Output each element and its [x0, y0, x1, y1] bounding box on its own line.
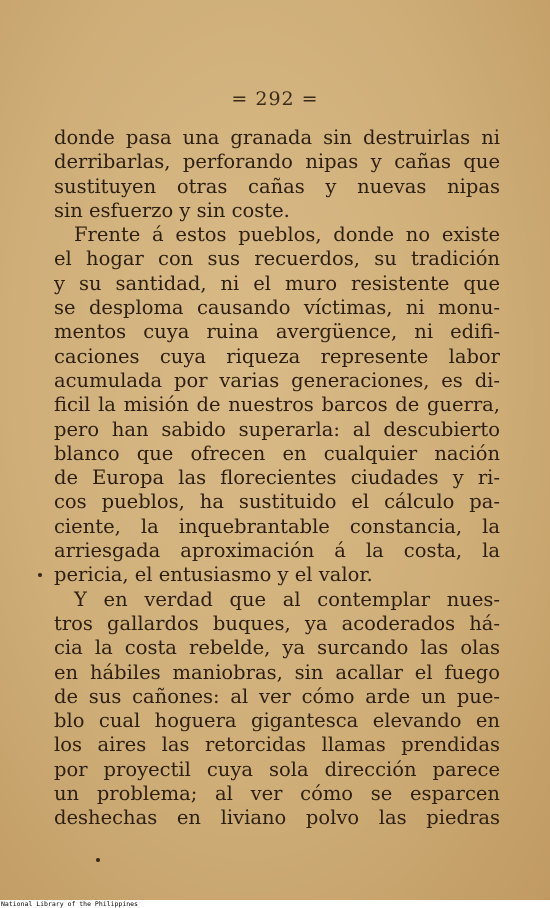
- text-line: arriesgada aproximación á la costa, la: [54, 539, 500, 563]
- text-line: sustituyen otras cañas y nuevas nipas: [54, 174, 500, 198]
- page-number: = 292 =: [231, 88, 319, 110]
- text-line: caciones cuya riqueza represente labor: [54, 344, 500, 368]
- library-credit: National Library of the Philippines: [1, 900, 138, 908]
- text-line: pero han sabido superarla: al descubierto: [54, 417, 500, 441]
- text-line: de Europa las florecientes ciudades y ri-: [54, 466, 500, 490]
- text-line: los aires las retorcidas llamas prendidas: [54, 733, 500, 757]
- text-line: se desploma causando víctimas, ni monu-: [54, 296, 500, 320]
- text-line: cos pueblos, ha sustituido el cálculo pa-: [54, 490, 500, 514]
- text-line: de sus cañones: al ver cómo arde un pue-: [54, 684, 500, 708]
- text-line: derribarlas, perforando nipas y cañas que: [54, 150, 500, 174]
- text-line: por proyectil cuya sola dirección parece: [54, 757, 500, 781]
- body-text: [54, 126, 500, 831]
- text-line: Frente á estos pueblos, donde no existe: [74, 223, 500, 247]
- text-line: blo cual hoguera gigantesca elevando en: [54, 709, 500, 733]
- ink-speck: [96, 858, 100, 862]
- text-line: ficil la misión de nuestros barcos de guerra,: [54, 393, 500, 417]
- text-line: acumulada por varias generaciones, es di-: [54, 368, 500, 392]
- text-line: tros gallardos buques, ya acoderados há-: [54, 611, 500, 635]
- ink-speck: [38, 573, 42, 577]
- text-line: en hábiles maniobras, sin acallar el fuego: [54, 660, 500, 684]
- text-line: ciente, la inquebrantable constancia, la: [54, 514, 500, 538]
- text-line: Y en verdad que al contemplar nues-: [74, 587, 500, 611]
- text-line: pericia, el entusiasmo y el valor.: [54, 563, 373, 587]
- text-line: un problema; al ver cómo se esparcen: [54, 782, 500, 806]
- text-line: donde pasa una granada sin destruirlas ni: [54, 126, 500, 149]
- text-line: sin esfuerzo y sin coste.: [54, 198, 290, 222]
- text-line: cia la costa rebelde, ya surcando las olas: [54, 636, 500, 660]
- text-line: deshechas en liviano polvo las piedras: [54, 806, 500, 830]
- text-line: mentos cuya ruina avergüence, ni edifi-: [54, 320, 500, 344]
- text-line: y su santidad, ni el muro resistente que: [54, 271, 500, 295]
- text-line: blanco que ofrecen en cualquier nación: [54, 441, 500, 465]
- text-line: el hogar con sus recuerdos, su tradición: [54, 247, 500, 271]
- footer-bar: [0, 900, 550, 908]
